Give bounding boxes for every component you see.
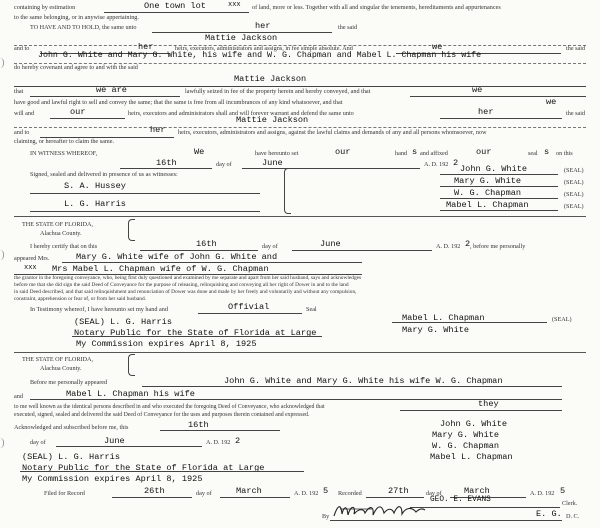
text-and-3: and: [14, 393, 23, 400]
text-mabel-his-wife: Mabel L. Chapman his wife: [66, 389, 195, 399]
text-our-1: our: [70, 107, 86, 117]
text-before-appeared: Before me personally appeared: [30, 379, 108, 386]
witness-line: [30, 211, 260, 212]
notary-signature-1: (SEAL) L. G. Harris: [74, 317, 172, 327]
text-june-1: June: [262, 158, 283, 168]
bracket: [128, 354, 135, 376]
sig-line: [440, 186, 558, 187]
text-appeared-mrs: appeared Mrs.: [14, 255, 50, 262]
text-ad-3: A. D. 192: [206, 439, 231, 446]
text-recorded: Recorded: [338, 490, 362, 497]
signer-1: John G. White: [460, 164, 528, 174]
text-ad-2: A. D. 192: [436, 243, 461, 250]
text-ad-4: A. D. 192: [294, 490, 319, 497]
text-freely: in said Deed described, and that said relinquishment and renunciation of Dower was done and made by her freely and voluntarily and without any compulsion,: [14, 289, 357, 295]
seal-1: (SEAL): [564, 167, 584, 174]
commission-2: My Commission expires April 8, 1925: [22, 474, 203, 484]
fill-line: [160, 430, 280, 431]
text-acknowledged: Acknowledged and subscribed before me, this: [14, 424, 129, 431]
text-our-3: our: [476, 147, 492, 157]
signer-7: W. G. Chapman: [432, 441, 500, 451]
text-covenant: do hereby covenant and agree to and with the said: [14, 64, 138, 71]
text-her-3: her: [478, 107, 494, 117]
text-filed: Filed for Record: [44, 490, 85, 497]
text-mabel-wife: Mrs Mabel L. Chapman wife of W. G. Chapman: [52, 264, 269, 274]
sig-mary-2: Mary G. White: [402, 325, 470, 335]
text-will-and: will and: [14, 110, 35, 117]
signer-3: W. G. Chapman: [454, 188, 522, 198]
text-well-known: to me well known as the identical persons described in and who executed the foregoing Deed of Conveyance, who acknowledged that: [14, 404, 325, 410]
seal-5: (SEAL): [552, 316, 572, 323]
text-day-of-1: day of: [216, 161, 232, 168]
text-year-3: 2: [235, 436, 241, 446]
text-release-dower: before me that she did sign the said Deed of Conveyance for the purpose of releasing, relinquishing and conveying all her right of Dower in and to the land: [14, 282, 349, 288]
section-divider: [14, 216, 586, 217]
fill-line: [330, 520, 562, 521]
text-filed-day: 26th: [144, 486, 165, 496]
text-s-2: s: [544, 147, 550, 157]
sig-line: [392, 322, 547, 323]
grantee-name-1: Mattie Jackson: [205, 33, 278, 43]
text-warrant: heirs, executors and administrators shall and will forever warrant and defend the same unto: [128, 110, 354, 117]
text-her-4: her: [150, 125, 166, 135]
text-habendum: TO HAVE AND TO HOLD, the same unto: [30, 24, 137, 31]
section-divider: [14, 352, 586, 353]
text-june-2: June: [320, 239, 341, 249]
text-offivial: Offivial: [228, 302, 270, 312]
deputy-clerk-signature: [332, 502, 427, 520]
seal-3: (SEAL): [564, 191, 584, 198]
state-heading-2: THE STATE OF FLORIDA,: [22, 356, 94, 363]
text-we-2: we: [472, 85, 483, 95]
fill-line: [120, 168, 212, 169]
text-s-1: s: [412, 147, 418, 157]
sig-line: [440, 210, 558, 211]
text-claiming: claiming, or hereafter to claim the same.: [14, 138, 114, 145]
fill-line: [292, 250, 432, 251]
text-seal-word: Seal: [306, 306, 317, 313]
text-day-of-2: day of: [262, 243, 278, 250]
text-certify: I hereby certify that on this: [30, 243, 98, 250]
fill-line: [30, 96, 180, 97]
fill-line: [366, 497, 424, 498]
fill-line: [50, 118, 125, 119]
deputy-label: D. C.: [566, 513, 580, 520]
fill-line: [400, 410, 562, 411]
witness-1: S. A. Hussey: [64, 181, 126, 191]
text-the-said-2: the said: [566, 45, 586, 52]
seal-2: (SEAL): [564, 179, 584, 186]
text-appearers: John G. White and Mary G. White his wife W. G. Chapman: [224, 376, 503, 386]
notary-signature-2: (SEAL) L. G. Harris: [22, 452, 120, 462]
binder-mark: [0, 438, 4, 448]
text-and-to-2: and to: [14, 129, 30, 136]
binder-mark: [0, 250, 4, 260]
text-year-1: 2: [453, 158, 459, 168]
text-ad-5: A. D. 192: [530, 490, 555, 497]
text-june-3: June: [104, 436, 125, 446]
text-testimony: In Testimony whereof, I have hereunto set my hand and: [30, 306, 168, 313]
fill-line: [62, 262, 362, 263]
text-recorded-day: 27th: [388, 486, 409, 496]
bracket: [128, 219, 135, 241]
text-day-of-4: day of: [196, 490, 212, 497]
notary-title-2: Notary Public for the State of Florida at Large: [22, 463, 265, 473]
clerk-name: GEO. E. EVANS: [430, 496, 491, 504]
text-the-said-3: the said: [566, 110, 586, 117]
state-heading-1: THE STATE OF FLORIDA,: [22, 221, 94, 228]
bracket: [284, 168, 291, 214]
text-lawful-right: have good and lawful right to sell and convey the same; that the same is free from all incumbrances of any kind whatsoever, and that: [14, 99, 343, 106]
text-her-2: her: [138, 42, 154, 52]
signer-2: Mary G. White: [454, 176, 522, 186]
text-her-1: her: [255, 21, 271, 31]
text-lot: One town lot: [144, 1, 206, 11]
text-we-3: we: [546, 97, 557, 107]
fill-line: [440, 118, 562, 119]
witness-line: [30, 193, 260, 194]
sig-line: [440, 174, 558, 175]
text-executed: executed, signed, sealed and delivered the said Deed of Conveyance for the uses and purposes therein contained and expressed.: [14, 412, 310, 418]
text-on-this: on this: [556, 150, 573, 157]
text-mary-white-wife: Mary G. White wife of John G. White and: [76, 252, 278, 262]
text-strike: xxx: [228, 1, 241, 9]
text-year-4: 5: [323, 486, 329, 496]
text-before-me: , before me personally: [470, 243, 526, 250]
fill-line: [140, 250, 258, 251]
fill-line: [56, 446, 202, 447]
text-16th-2: 16th: [196, 239, 217, 249]
grantee-name-3: Mattie Jackson: [236, 115, 309, 125]
clerk-label: Clerk.: [562, 500, 578, 507]
text-estimation: containing by estimation: [14, 4, 76, 11]
text-hereunto: have hereunto set: [255, 150, 299, 157]
text-day-of-3: day of: [30, 439, 46, 446]
deputy-initials: E. G.: [536, 509, 562, 519]
text-year-2: 2: [465, 239, 471, 249]
fill-line: [198, 313, 302, 314]
fill-line: [72, 336, 322, 337]
sig-line: [440, 198, 558, 199]
fill-line: [112, 497, 192, 498]
grantor-names: John G. White and Mary G. White, his wife and W. G. Chapman and Mabel L. Chapman his wife: [38, 51, 482, 60]
fill-line: [104, 12, 249, 13]
text-ad-1: A. D. 192: [424, 161, 449, 168]
text-belonging: to the same belonging, or in anywise appertaining.: [14, 14, 139, 21]
signer-4: Mabel L. Chapman: [446, 200, 529, 210]
county-2: Alachua County.: [40, 365, 82, 372]
text-examined: the grantor in the foregoing conveyance, who, being first duly questioned and examined by me separate and apart from her said husband, says and acknowledges: [14, 275, 362, 281]
signer-5: John G. White: [440, 419, 508, 429]
text-signed-sealed: Signed, sealed and delivered in presence of us as witnesses:: [30, 171, 178, 178]
seal-4: (SEAL): [564, 203, 584, 210]
text-claims: heirs, executors, administrators and assigns, against the lawful claims and demands of any and all persons whomsoever, now: [178, 129, 487, 136]
text-we-4: We: [194, 147, 205, 157]
fill-line: [220, 497, 290, 498]
fill-line: [142, 386, 562, 387]
text-land: of land, more or less. Together with all and singular the tenements, hereditaments and appurtenances: [252, 4, 501, 11]
commission-1: My Commission expires April 8, 1925: [76, 339, 257, 349]
text-we-1: we: [432, 42, 443, 52]
fill-line: [410, 507, 560, 508]
notary-title-1: Notary Public for the State of Florida at Large: [74, 328, 317, 338]
text-constraint: constraint, apprehension or fear of, or from her said husband.: [14, 296, 147, 302]
fill-line: [242, 168, 420, 169]
text-they: they: [478, 399, 499, 409]
text-our-2: our: [335, 147, 351, 157]
text-we-are: we are: [96, 85, 127, 95]
text-by: By: [322, 513, 330, 520]
fill-line: [410, 96, 586, 97]
text-the-said-1: the said: [338, 24, 358, 31]
sig-mabel-2: Mabel L. Chapman: [402, 313, 485, 323]
text-march-1: March: [236, 486, 262, 496]
text-witness-whereof: IN WITNESS WHEREOF,: [30, 150, 98, 157]
text-year-5: 5: [560, 486, 566, 496]
dashed-line: [14, 127, 586, 128]
signer-6: Mary G. White: [432, 430, 500, 440]
witness-2: L. G. Harris: [64, 199, 126, 209]
text-16th-1: 16th: [156, 158, 177, 168]
text-march-2: March: [464, 486, 490, 496]
grantee-name-2: Mattie Jackson: [234, 74, 307, 84]
text-day-of-5: day of: [426, 490, 442, 497]
text-fee-simple: heirs, executors, administrators and assigns, in fee simple absolute. And: [175, 45, 353, 52]
text-affixed: and affixed: [420, 150, 448, 157]
text-strike-2: xxx: [24, 264, 37, 272]
text-seal: seal: [528, 150, 538, 157]
fill-line: [20, 471, 304, 472]
text-16th-3: 16th: [188, 420, 209, 430]
signer-8: Mabel L. Chapman: [430, 452, 513, 462]
text-and-to-1: and to: [14, 45, 30, 52]
county-1: Alachua County.: [40, 230, 82, 237]
text-that: that: [14, 88, 24, 95]
text-seized: lawfully seized in fee of the property herein and hereby conveyed, and that: [185, 88, 371, 95]
text-hand: hand: [395, 150, 408, 157]
binder-mark: [0, 58, 4, 68]
